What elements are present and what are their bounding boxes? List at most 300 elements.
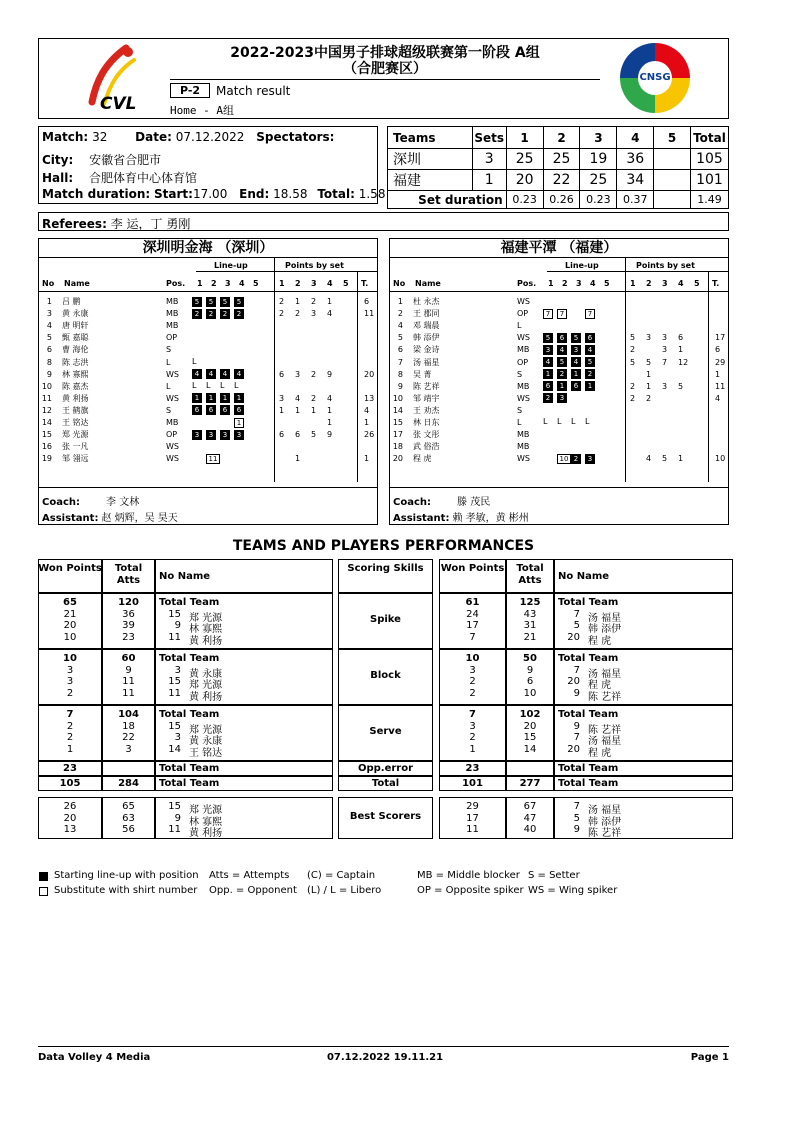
starting-position-box: 1	[557, 381, 567, 391]
col-name: Name	[415, 279, 441, 288]
player-number: 3	[174, 732, 181, 744]
player-position: S	[166, 345, 172, 355]
player-name: 黄 永康	[189, 736, 223, 748]
player-name: 陈 艺祥	[588, 692, 622, 704]
player-position: S	[166, 405, 172, 415]
player-number: 7	[397, 357, 403, 367]
player-name: 梁 金诗	[413, 345, 440, 355]
assistant-label: Assistant:	[42, 513, 99, 524]
score-row-home	[388, 149, 729, 170]
starting-position-box: 3	[557, 393, 567, 403]
coach-line	[42, 493, 139, 508]
starting-position-box: 4	[571, 357, 581, 367]
score-team: 深圳	[388, 149, 473, 170]
starting-position-box: 1	[192, 393, 202, 403]
col-header-rule	[389, 291, 729, 292]
starting-position-box: 3	[206, 430, 216, 440]
set-points: 5	[646, 357, 652, 367]
player-name: 林 日东	[413, 418, 440, 427]
won-points: 3	[66, 676, 74, 688]
total-atts: 125	[519, 597, 541, 608]
player-row	[389, 369, 729, 380]
set-points: 3	[662, 381, 668, 391]
score-set: 25	[506, 149, 543, 170]
starting-position-box: 4	[557, 345, 567, 355]
hall-line	[42, 169, 197, 186]
starting-position-box: 5	[234, 297, 244, 307]
starting-position-box: 5	[543, 333, 553, 343]
player-row	[389, 320, 729, 331]
player-row	[38, 369, 378, 380]
team-total-label: Total Team	[558, 778, 619, 789]
substitute-number-box: 10	[557, 454, 571, 464]
starting-position-box: 2	[543, 393, 553, 403]
col-total: T.	[712, 279, 720, 288]
player-number: 3	[46, 309, 52, 319]
total-atts: 60	[121, 653, 136, 664]
starting-position-box: 3	[543, 345, 553, 355]
set-points: 1	[327, 418, 333, 427]
starting-position-box: 2	[192, 309, 202, 319]
team-name-rule	[38, 257, 378, 258]
score-total: 105	[690, 149, 728, 170]
won-points: 24	[466, 608, 479, 620]
starting-position-box: 4	[543, 357, 553, 367]
won-points: 10	[63, 653, 77, 664]
score-header-sets: Sets	[472, 127, 506, 149]
player-number: 18	[392, 442, 403, 452]
won-points: 17	[466, 620, 479, 632]
set-points: 3	[646, 333, 652, 343]
player-row	[38, 393, 378, 404]
won-points: 3	[66, 664, 74, 676]
score-table	[387, 126, 729, 209]
starting-position-box: 4	[206, 369, 216, 379]
player-name: 王 铭达	[62, 418, 89, 427]
player-position: MB	[517, 442, 530, 452]
player-position: L	[166, 381, 171, 391]
score-set: 20	[506, 170, 543, 191]
player-total: 26	[364, 430, 375, 440]
player-total: 20	[364, 369, 375, 379]
player-row	[389, 381, 729, 392]
player-name: Total Team	[159, 709, 220, 720]
starting-position-box: 5	[206, 297, 216, 307]
starting-position-box: 1	[585, 381, 595, 391]
player-name: 汤 福星	[588, 668, 622, 680]
set-duration-row	[388, 191, 729, 209]
total-atts: 31	[523, 620, 537, 632]
score-sets: 3	[472, 149, 506, 170]
player-name: 韩 添伊	[588, 624, 622, 636]
player-row	[38, 405, 378, 416]
player-total: 29	[715, 357, 726, 367]
player-number: 9	[573, 824, 580, 836]
starting-position-box: 2	[234, 309, 244, 319]
perf-title: TEAMS AND PLAYERS PERFORMANCES	[232, 538, 535, 554]
player-position: MB	[517, 345, 530, 355]
player-number: 9	[46, 369, 52, 379]
player-name: 郑 光源	[189, 680, 223, 692]
player-row	[38, 296, 378, 307]
player-number: 4	[46, 321, 52, 331]
starting-position-box: 6	[557, 333, 567, 343]
player-number: 4	[397, 321, 403, 331]
player-position: WS	[166, 454, 179, 464]
total-atts: 9	[526, 664, 534, 676]
set-points: 3	[279, 393, 285, 403]
legend-item: (C) = Captain	[307, 870, 376, 881]
legend-item: MB = Middle blocker	[417, 870, 520, 881]
col-points-set: 3	[311, 279, 317, 288]
starting-position-box: 1	[206, 393, 216, 403]
libero-marker: L	[571, 417, 576, 426]
col-lineup-set: 3	[225, 279, 231, 288]
city-value: 安徽省合肥市	[89, 153, 162, 167]
best-scorers-label: Best Scorers	[349, 811, 422, 822]
total-atts: 63	[122, 812, 135, 824]
set-points: 2	[630, 381, 636, 391]
set-points: 5	[630, 333, 636, 343]
end-value: 18.58	[273, 187, 308, 201]
score-set: 25	[580, 170, 617, 191]
set-points: 2	[311, 297, 317, 306]
set-points: 4	[327, 393, 333, 403]
coach-name: 滕 茂民	[457, 497, 491, 508]
team-name: 深圳明金海 （深圳）	[142, 240, 274, 256]
date-label: Date:	[135, 130, 172, 144]
player-name: 杜 永杰	[413, 297, 440, 306]
player-number: 7	[573, 801, 580, 812]
score-header-row	[388, 127, 729, 149]
player-position: MB	[517, 430, 530, 440]
total-atts: 18	[122, 720, 135, 732]
set-points: 5	[678, 381, 684, 391]
player-row	[38, 308, 378, 319]
player-position: MB	[166, 309, 179, 319]
player-number: 5	[573, 620, 580, 632]
col-points-set: 1	[630, 279, 636, 288]
set-points: 1	[646, 381, 652, 391]
col-points-set: 5	[694, 279, 700, 288]
set-points: 2	[630, 393, 636, 403]
player-row	[389, 441, 729, 452]
starting-lineup-swatch	[39, 872, 48, 881]
skill-name: Block	[370, 670, 401, 681]
player-row	[389, 417, 729, 428]
header-total-atts: Total Atts	[516, 563, 544, 586]
coach-label: Coach:	[42, 497, 81, 508]
total-atts: 65	[122, 801, 135, 812]
set-points: 1	[311, 405, 317, 415]
won-points: 7	[469, 632, 476, 644]
score-header-total: Total	[690, 127, 728, 149]
won-points: 2	[66, 732, 74, 744]
player-total: 6	[364, 297, 370, 306]
won-points: 23	[63, 763, 77, 774]
col-points-set: 2	[646, 279, 652, 288]
match-line	[42, 130, 334, 144]
total-atts: 47	[523, 812, 537, 824]
set-points: 9	[327, 369, 333, 379]
player-position: WS	[517, 297, 530, 306]
substitute-number-box: 11	[206, 454, 220, 464]
starting-position-box: 1	[571, 369, 581, 379]
player-name: 林 寡熙	[189, 624, 223, 636]
set-points: 5	[662, 454, 668, 464]
team-total-label: Total Team	[159, 778, 220, 789]
player-name: 郑 光源	[189, 612, 223, 624]
score-sets: 1	[472, 170, 506, 191]
substitute-number-box: 7	[557, 309, 567, 319]
start-value: 17.00	[192, 187, 228, 201]
player-position: MB	[166, 321, 179, 331]
player-name: 黄 利扬	[189, 828, 223, 840]
player-position: S	[517, 369, 523, 379]
set-points: 6	[279, 430, 285, 440]
player-number: 15	[168, 608, 181, 620]
set-points: 1	[327, 297, 333, 306]
starting-position-box: 6	[206, 405, 216, 415]
player-number: 15	[41, 430, 52, 440]
starting-position-box: 2	[220, 309, 230, 319]
city-line	[42, 151, 161, 168]
legend-item: WS = Wing spiker	[528, 885, 618, 896]
libero-marker: L	[206, 380, 211, 390]
total-atts: 104	[118, 709, 139, 720]
player-name: 汤 福星	[588, 805, 622, 816]
starting-position-box: 3	[571, 345, 581, 355]
starting-position-box: 6	[585, 333, 595, 343]
won-points: 1	[66, 744, 74, 756]
starting-position-box: 6	[571, 381, 581, 391]
starting-position-box: 4	[220, 369, 230, 379]
libero-marker: L	[585, 417, 590, 426]
player-name: 程 虎	[588, 680, 612, 692]
score-set: 19	[580, 149, 617, 170]
score-header-set5: 5	[654, 127, 691, 149]
header-no-name: No Name	[159, 571, 211, 582]
team-name: 福建平潭 （福建）	[500, 240, 618, 256]
starting-position-box: 6	[220, 405, 230, 415]
player-row	[38, 344, 378, 355]
player-number: 5	[573, 812, 580, 824]
header-won-points: Won Points	[38, 563, 102, 574]
starting-position-box: 3	[220, 430, 230, 440]
player-row	[389, 405, 729, 416]
cnsg-logo-text: CNSG	[639, 72, 671, 83]
player-number: 7	[573, 608, 580, 620]
player-row	[389, 344, 729, 355]
substitute-number-box: 7	[585, 309, 595, 319]
won-points: 2	[469, 676, 476, 688]
set-points: 3	[295, 369, 301, 379]
set-points: 1	[327, 405, 333, 415]
substitute-number-box: 1	[234, 418, 244, 428]
won-points: 10	[465, 653, 480, 664]
header-total-atts: Total Atts	[114, 563, 143, 586]
substitute-number-box: 7	[543, 309, 553, 319]
player-name: Total Team	[558, 709, 619, 720]
player-number: 3	[174, 664, 181, 676]
player-number: 20	[392, 454, 403, 464]
player-name: 陈 艺祥	[588, 828, 622, 840]
player-name: 张 文彤	[413, 430, 440, 440]
player-name: 郑 光源	[62, 430, 89, 440]
player-name: 王 鹤旗	[62, 405, 89, 415]
starting-position-box: 3	[192, 430, 202, 440]
player-name: 黄 永康	[62, 309, 89, 319]
col-lineup-set: 5	[253, 279, 259, 288]
player-number: 5	[46, 333, 52, 343]
score-set	[654, 149, 691, 170]
set-points: 1	[279, 405, 285, 415]
player-name: 郑 光源	[189, 724, 223, 736]
player-position: OP	[517, 309, 529, 319]
player-name: 黄 利扬	[62, 393, 89, 403]
won-points: 1	[469, 744, 476, 756]
won-points: 21	[63, 608, 77, 620]
won-points: 29	[466, 801, 479, 812]
player-name: 陈 艺祥	[588, 724, 622, 736]
header-won-points: Won Points	[440, 563, 505, 574]
player-name: 韩 添伊	[413, 333, 440, 343]
player-number: 7	[573, 732, 580, 744]
player-name: 黄 利扬	[189, 692, 223, 704]
col-pos: Pos.	[166, 279, 186, 288]
set-duration: 0.23	[580, 191, 617, 209]
set-points: 5	[311, 430, 317, 440]
header-no-name: No Name	[558, 571, 610, 582]
player-name: 黄 利扬	[189, 636, 223, 648]
lineup-header-rule	[547, 271, 729, 272]
player-number: 11	[168, 824, 181, 836]
player-total: 6	[715, 345, 721, 355]
set-duration: 0.26	[543, 191, 580, 209]
won-points: 105	[59, 778, 81, 789]
player-number: 15	[392, 418, 403, 427]
player-name: 邓 瑞晨	[413, 321, 440, 331]
starting-position-box: 1	[543, 369, 553, 379]
player-name: Total Team	[558, 653, 619, 664]
col-total: T.	[361, 279, 369, 288]
col-name: Name	[64, 279, 90, 288]
player-name: 程 虎	[413, 454, 432, 464]
score-header-set4: 4	[617, 127, 654, 149]
cvl-logo	[82, 42, 144, 114]
col-points-set: 4	[678, 279, 684, 288]
player-position: MB	[517, 381, 530, 391]
starting-position-box: 6	[192, 405, 202, 415]
set-points: 2	[279, 309, 285, 319]
total-atts: 15	[523, 732, 537, 744]
footer-center: 07.12.2022 19.11.21	[326, 1052, 444, 1063]
lineup-header: Line-up	[565, 261, 599, 270]
libero-marker: L	[543, 417, 548, 426]
substitute-swatch	[39, 887, 48, 896]
starting-position-box: 2	[571, 454, 581, 464]
set-points: 7	[662, 357, 668, 367]
total-atts: 40	[523, 824, 537, 836]
total-atts: 36	[122, 608, 135, 620]
score-set	[654, 170, 691, 191]
col-no: No	[42, 279, 55, 288]
won-points: 2	[66, 720, 74, 732]
player-name: 张 一凡	[62, 442, 89, 452]
player-total: 1	[364, 454, 370, 464]
skill-name: Serve	[369, 726, 402, 737]
player-total: 4	[715, 393, 721, 403]
player-number: 12	[41, 405, 52, 415]
total-atts: 23	[122, 632, 135, 644]
player-row	[38, 417, 378, 428]
score-header-set2: 2	[543, 127, 580, 149]
won-points: 2	[66, 688, 74, 700]
player-name: 韩 添伊	[588, 816, 622, 828]
player-name: 武 俗浩	[413, 442, 440, 452]
starting-position-box: 4	[585, 345, 595, 355]
spectators-label: Spectators:	[256, 130, 335, 144]
set-points: 1	[295, 454, 301, 464]
points-header: Points by set	[636, 261, 695, 270]
coach-rule	[38, 487, 378, 488]
player-name: 陈 艺祥	[413, 381, 440, 391]
player-name: 曹 海伦	[62, 345, 89, 355]
set-points: 4	[295, 393, 301, 403]
player-position: OP	[517, 357, 529, 367]
skill-name: Spike	[370, 614, 401, 625]
won-points: 2	[469, 732, 476, 744]
won-points: 3	[469, 664, 476, 676]
total-atts: 39	[122, 620, 135, 632]
score-header-set3: 3	[580, 127, 617, 149]
player-name: 黄 永康	[189, 668, 223, 680]
lineup-header-rule	[196, 271, 378, 272]
player-name: 王 铭达	[189, 748, 223, 760]
skill-opp-error: Opp.error	[357, 763, 414, 774]
col-lineup-set: 3	[576, 279, 582, 288]
coach-label: Coach:	[393, 497, 432, 508]
player-position: L	[517, 418, 522, 427]
score-row-away	[388, 170, 729, 191]
col-points-set: 3	[662, 279, 668, 288]
player-name: 汤 福星	[413, 357, 440, 367]
skill-total: Total	[371, 778, 400, 789]
player-number: 20	[567, 744, 580, 756]
total-atts: 284	[118, 778, 139, 789]
set-points: 2	[295, 309, 301, 319]
assistant-line	[393, 509, 529, 524]
player-name: 汤 福星	[588, 612, 622, 624]
set-points: 1	[646, 369, 652, 379]
starting-position-box: 5	[220, 297, 230, 307]
won-points: 3	[469, 720, 476, 732]
player-number: 9	[573, 720, 580, 732]
legend-item: OP = Opposite spiker	[417, 885, 524, 896]
player-position: WS	[166, 442, 179, 452]
won-points: 101	[462, 778, 483, 789]
end-label: End:	[239, 187, 270, 201]
cnsg-logo	[618, 41, 692, 115]
libero-marker: L	[220, 380, 225, 390]
player-name: 陈 嘉杰	[62, 381, 89, 391]
player-number: 9	[397, 381, 403, 391]
referees-names: 李 运，丁 勇刚	[110, 217, 191, 231]
libero-marker: L	[192, 356, 197, 366]
team-total-label: Total Team	[558, 763, 619, 774]
won-points: 61	[465, 597, 480, 608]
match-label: Match:	[42, 130, 89, 144]
